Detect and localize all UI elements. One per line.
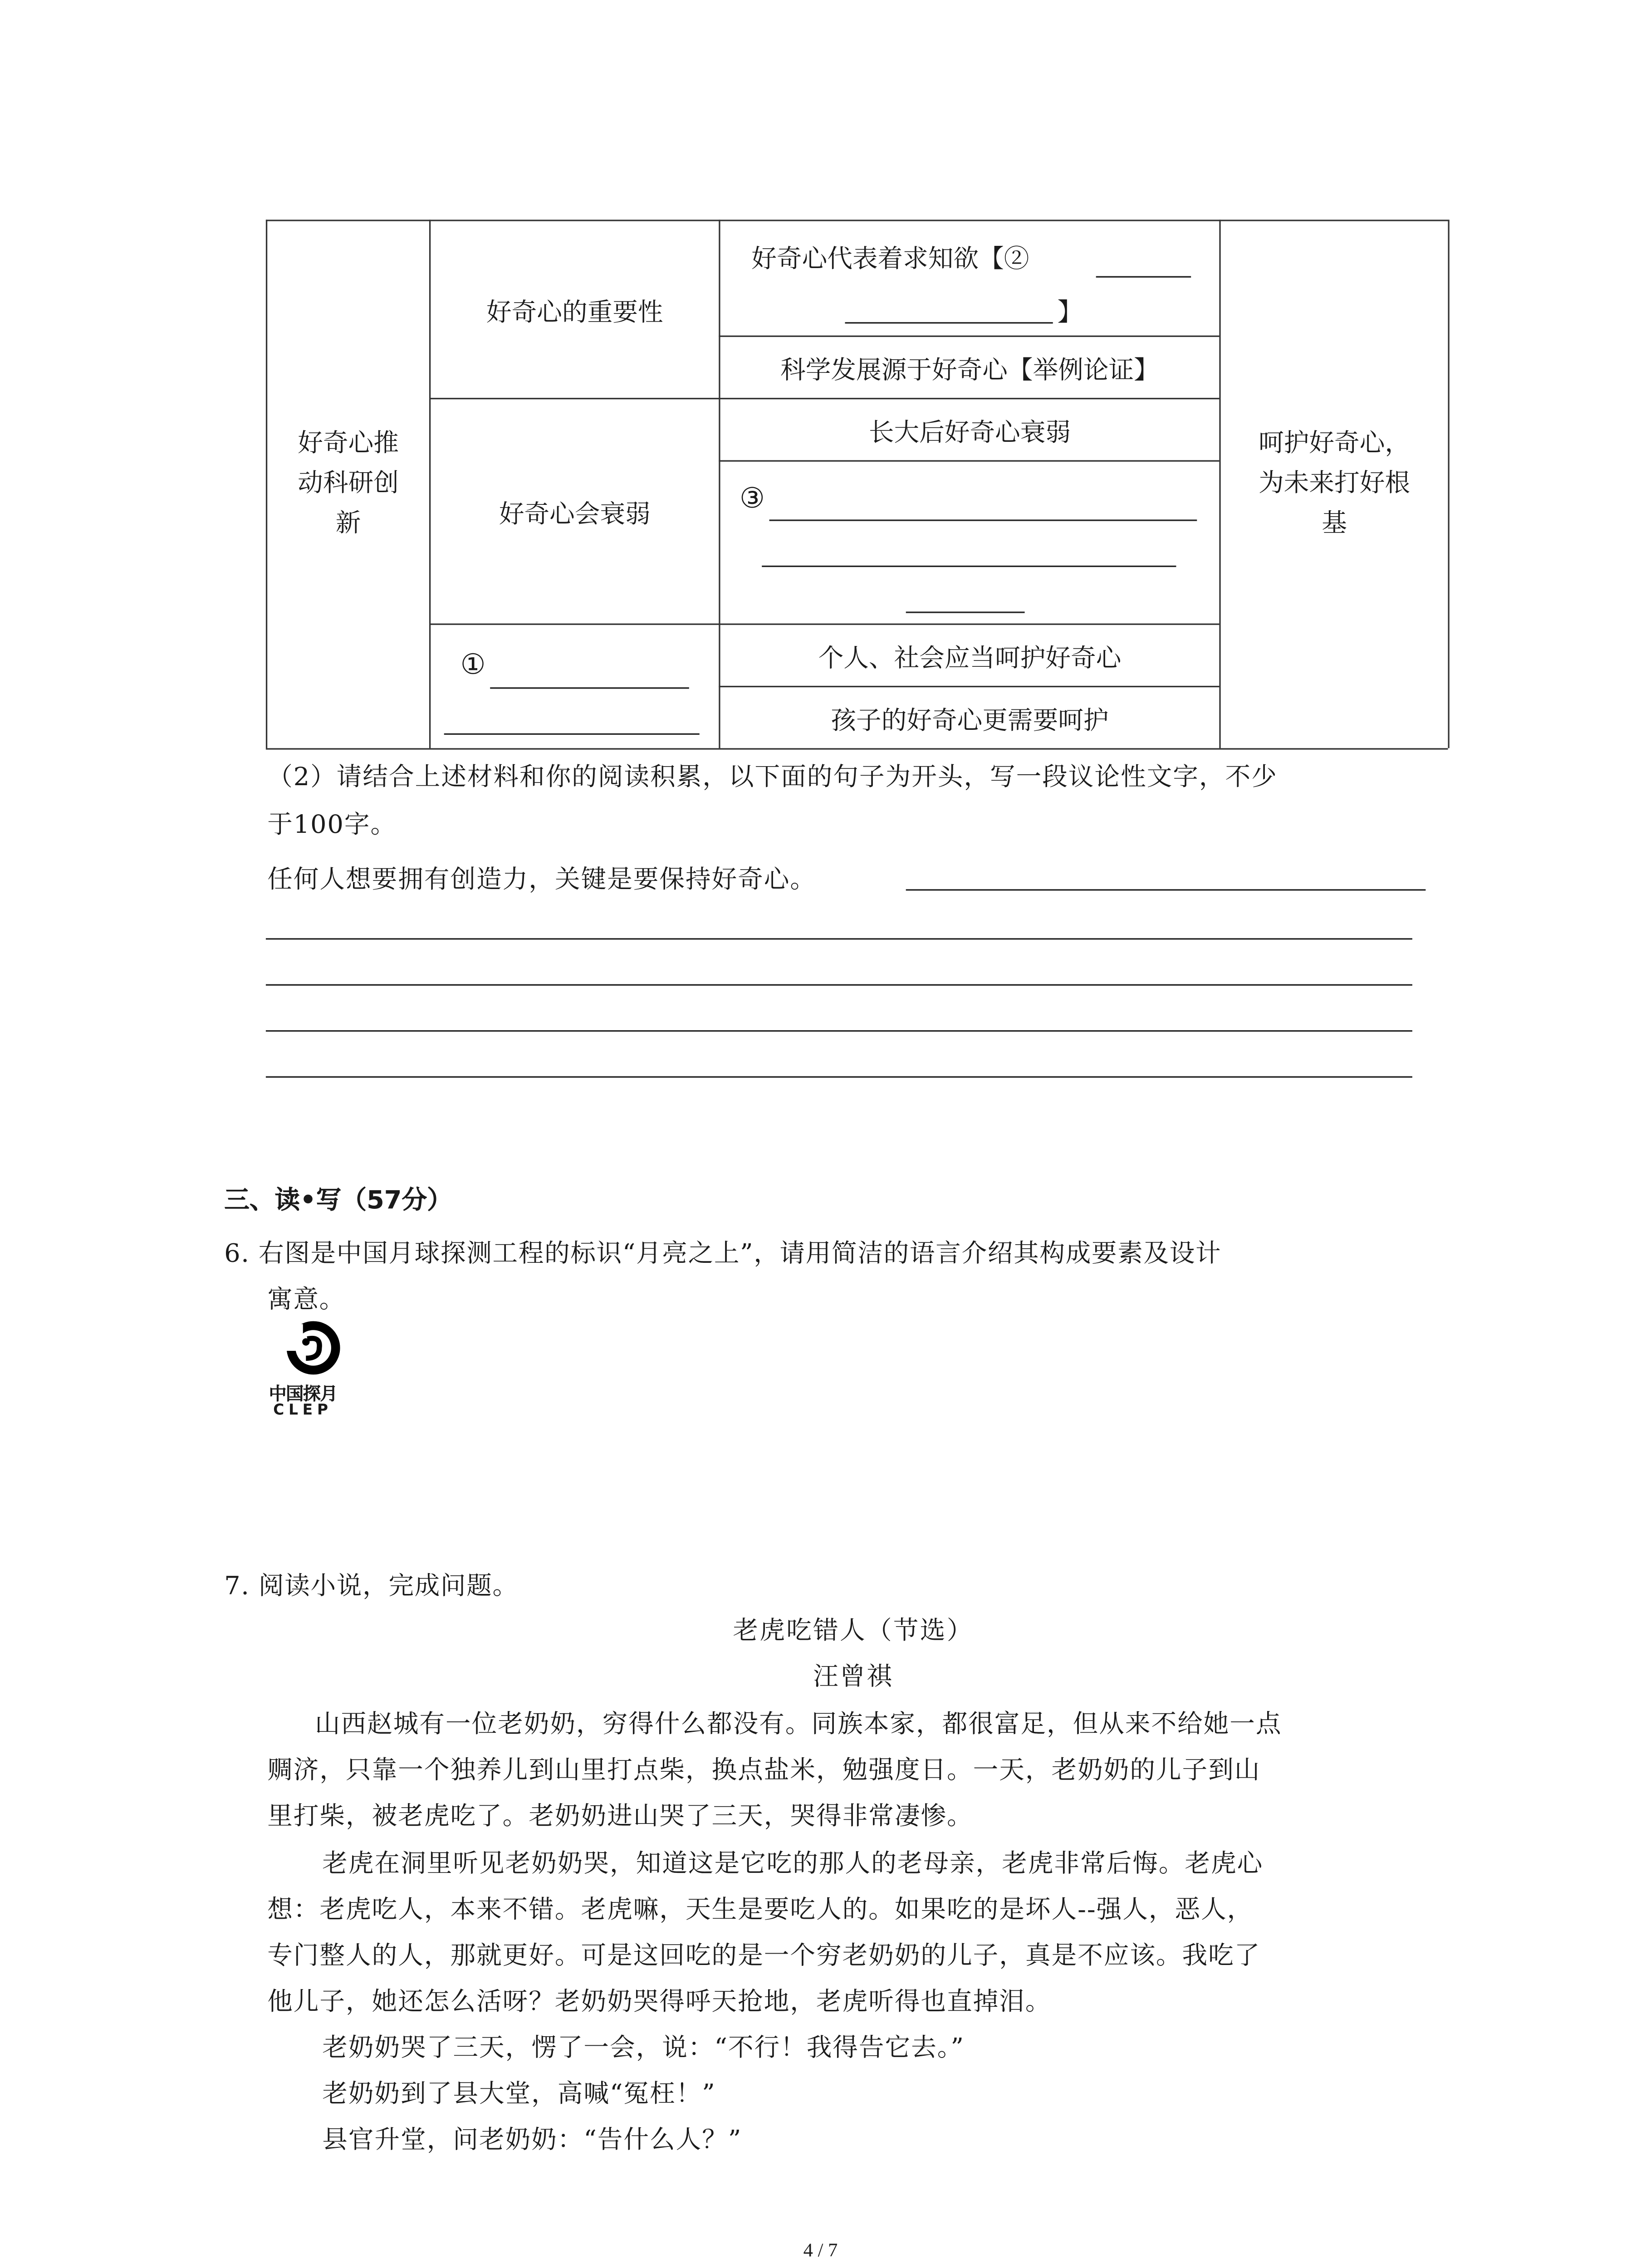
blank-2-line-cont[interactable] xyxy=(845,322,1053,323)
clep-logo xyxy=(261,1318,365,1425)
curiosity-desire-text: 好奇心代表着求知欲【② xyxy=(751,244,1029,275)
moon-logo-icon xyxy=(261,1318,365,1378)
declines-label: 好奇心会衰弱 xyxy=(499,500,651,530)
left-col-line: 动科研创 xyxy=(298,469,399,499)
logo-cn-text: 中国探月 xyxy=(269,1383,338,1404)
blank-2-line[interactable] xyxy=(1096,276,1191,278)
writing-starter: 任何人想要拥有创造力，关键是要保持好奇心。 xyxy=(267,865,817,895)
science-from-curiosity: 科学发展源于好奇心【举例论证】 xyxy=(780,356,1159,386)
left-col-line: 好奇心推 xyxy=(298,429,399,459)
story-line: 他儿子，她还怎么活呀？老奶奶哭得呼天抢地，老虎听得也直掉泪。 xyxy=(267,1987,1052,2018)
right-column-text xyxy=(1221,221,1448,748)
story-line: 想：老虎吃人，本来不错。老虎嘛，天生是要吃人的。如果吃的是坏人--强人，恶人， xyxy=(267,1896,1254,1926)
blank-1-line[interactable] xyxy=(490,687,689,689)
q7-prompt: 7. 阅读小说，完成问题。 xyxy=(224,1572,519,1602)
importance-label: 好奇心的重要性 xyxy=(486,298,663,328)
blank-1-line-2[interactable] xyxy=(444,733,700,735)
writing-line[interactable] xyxy=(266,984,1412,986)
logo-en-text: CLEP xyxy=(273,1403,333,1419)
story-paragraph: 老奶奶哭了三天，愣了一会，说：“不行！我得告它去。” xyxy=(322,2033,965,2063)
q5-2-line2: 于100字。 xyxy=(267,810,397,841)
story-paragraph: 县官升堂，问老奶奶：“告什么人？” xyxy=(322,2126,742,2156)
closing-bracket: 】 xyxy=(1057,298,1083,328)
blank-3-line[interactable] xyxy=(769,519,1197,521)
story-line: 老虎在洞里听见老奶奶哭，知道这是它吃的那人的老母亲，老虎非常后悔。老虎心 xyxy=(322,1849,1264,1880)
left-col-line: 新 xyxy=(335,509,361,539)
writing-line[interactable] xyxy=(266,1030,1412,1031)
q6-line2: 寓意。 xyxy=(267,1286,346,1315)
blank-1-mark: ① xyxy=(460,649,486,682)
society-protect: 个人、社会应当呵护好奇心 xyxy=(818,644,1122,674)
story-line: 山西赵城有一位老奶奶，穷得什么都没有。同族本家，都很富足，但从来不给她一点 xyxy=(314,1710,1282,1740)
story-author: 汪曾祺 xyxy=(813,1662,893,1692)
grow-up-decline: 长大后好奇心衰弱 xyxy=(868,418,1071,449)
blank-3-line-3[interactable] xyxy=(906,611,1025,613)
right-col-line: 为未来打好根 xyxy=(1259,469,1410,499)
section-3-heading: 三、读•写（57分） xyxy=(224,1186,452,1216)
story-title: 老虎吃错人（节选） xyxy=(733,1616,974,1647)
page-number: 4 / 7 xyxy=(803,2239,838,2261)
children-protect: 孩子的好奇心更需要呵护 xyxy=(831,706,1109,737)
q5-2-line1: （2）请结合上述材料和你的阅读积累，以下面的句子为开头，写一段议论性文字，不少 xyxy=(267,763,1278,793)
writing-line[interactable] xyxy=(266,1076,1412,1078)
story-line: 赒济，只靠一个独养儿到山里打点柴，换点盐米，勉强度日。一天，老奶奶的儿子到山 xyxy=(267,1756,1261,1786)
blank-3-mark: ③ xyxy=(740,482,765,515)
right-col-line: 基 xyxy=(1322,509,1347,539)
writing-line[interactable] xyxy=(266,938,1412,939)
story-line: 里打柴，被老虎吃了。老奶奶进山哭了三天，哭得非常凄惨。 xyxy=(267,1802,973,1832)
q6-line1: 6. 右图是中国月球探测工程的标识“月亮之上”，请用简洁的语言介绍其构成要素及设计 xyxy=(224,1239,1222,1270)
story-paragraph: 老奶奶到了县大堂，高喊“冤枉！” xyxy=(322,2079,716,2110)
story-line: 专门整人的人，那就更好。可是这回吃的是一个穷老奶奶的儿子，真是不应该。我吃了 xyxy=(267,1941,1261,1971)
writing-line[interactable] xyxy=(906,889,1426,890)
left-column-text xyxy=(267,221,429,748)
blank-3-line-2[interactable] xyxy=(762,566,1176,567)
right-col-line: 呵护好奇心， xyxy=(1259,429,1410,459)
